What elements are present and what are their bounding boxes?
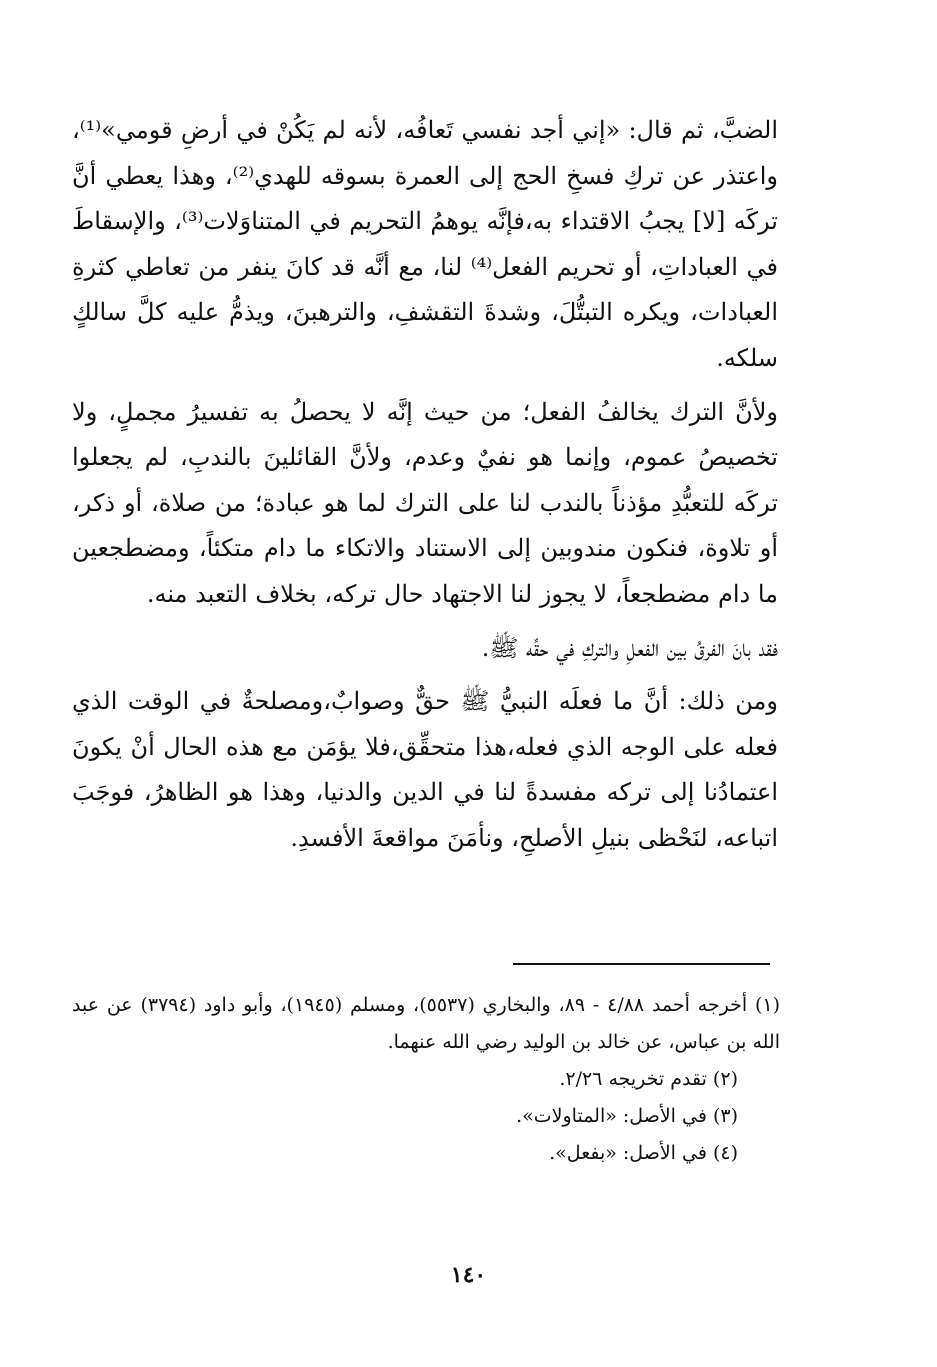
- footnote-3: (٣) في الأصل: «المتاولات».: [516, 1105, 738, 1127]
- paragraph-3: فقد بانَ الفرقُ بين الفعلِ والتركِ في حقِّه ﷺ.: [481, 633, 778, 662]
- paragraph-2: ولأنَّ الترك يخالفُ الفعل؛ من حيث إنَّه لا يحصلُ به تفسيرُ مجملٍ، ولا تخصيصُ عموم، وإنما هو نفيٌ وعدم، ولأنَّ القائلينَ بالندبِ، لم يجعلوا تركَه للتعبُّدِ مؤذناً بالندب لنا على الترك لما هو عبادة؛ من صلاة، أو ذكر، أو تلاوة، فنكون مندوبين إلى الاستناد والاتكاء ما دام متكئاً، ومضطجعين ما دام مضطجعاً، لا يجوز لنا الاجتهاد حال تركه، بخلاف التعبد منه.: [72, 397, 778, 608]
- footnote-separator: [513, 963, 770, 965]
- paragraph-gap: [72, 382, 778, 390]
- paragraph-gap: [72, 671, 778, 679]
- footnote-4: (٤) في الأصل: «بفعل».: [549, 1142, 738, 1164]
- footnotes: [72, 987, 780, 1172]
- paragraph-gap: [72, 618, 778, 626]
- paragraph-4: ومن ذلك: أنَّ ما فعلَه النبيُّ ﷺ حقٌّ وصوابٌ،ومصلحةٌ في الوقت الذي فعله على الوجه الذي فعله،هذا متحقِّق،فلا يؤمَن مع هذه الحال أنْ يكونَ اعتمادُنا إلى تركه مفسدةً لنا في الدين والدنيا، وهذا هو الظاهرُ، فوجَبَ اتباعه، لنَحْظى بنيلِ الأصلحِ، ونأمَنَ مواقعةَ الأفسدِ.: [72, 687, 778, 852]
- footnote-2: (٢) تقدم تخريجه ٢/٢٦.: [559, 1068, 738, 1090]
- page-number: ١٤٠: [450, 1262, 487, 1288]
- main-text: [72, 108, 778, 862]
- footnote-1: (١) أخرجه أحمد ٤/٨٨ - ٨٩، والبخاري (٥٥٣٧)، ومسلم (١٩٤٥)، وأبو داود (٣٧٩٤) عن عبد الله بن عباس، عن خالد بن الوليد رضي الله عنهما.: [72, 994, 781, 1053]
- paragraph-1: الضبَّ، ثم قال: «إني أجد نفسي تَعافُه، لأنه لم يَكُنْ في أرضِ قومي»⁽¹⁾، واعتذر عن تركِ فسخِ الحج إلى العمرة بسوقه للهدي⁽²⁾، وهذا يعطي أنَّ تركَه [لا] يجبُ الاقتداء به،فإنَّه يوهمُ التحريم في المتناوَلات⁽³⁾، والإسقاطَ في العباداتِ، أو تحريم الفعل⁽⁴⁾ لنا، مع أنَّه قد كانَ ينفر من تعاطي كثرةِ العبادات، ويكره التبتُّلَ، وشدةَ التقشفِ، والترهبنَ، ويذمُّ عليه كلَّ سالكٍ سلكه.: [72, 116, 778, 372]
